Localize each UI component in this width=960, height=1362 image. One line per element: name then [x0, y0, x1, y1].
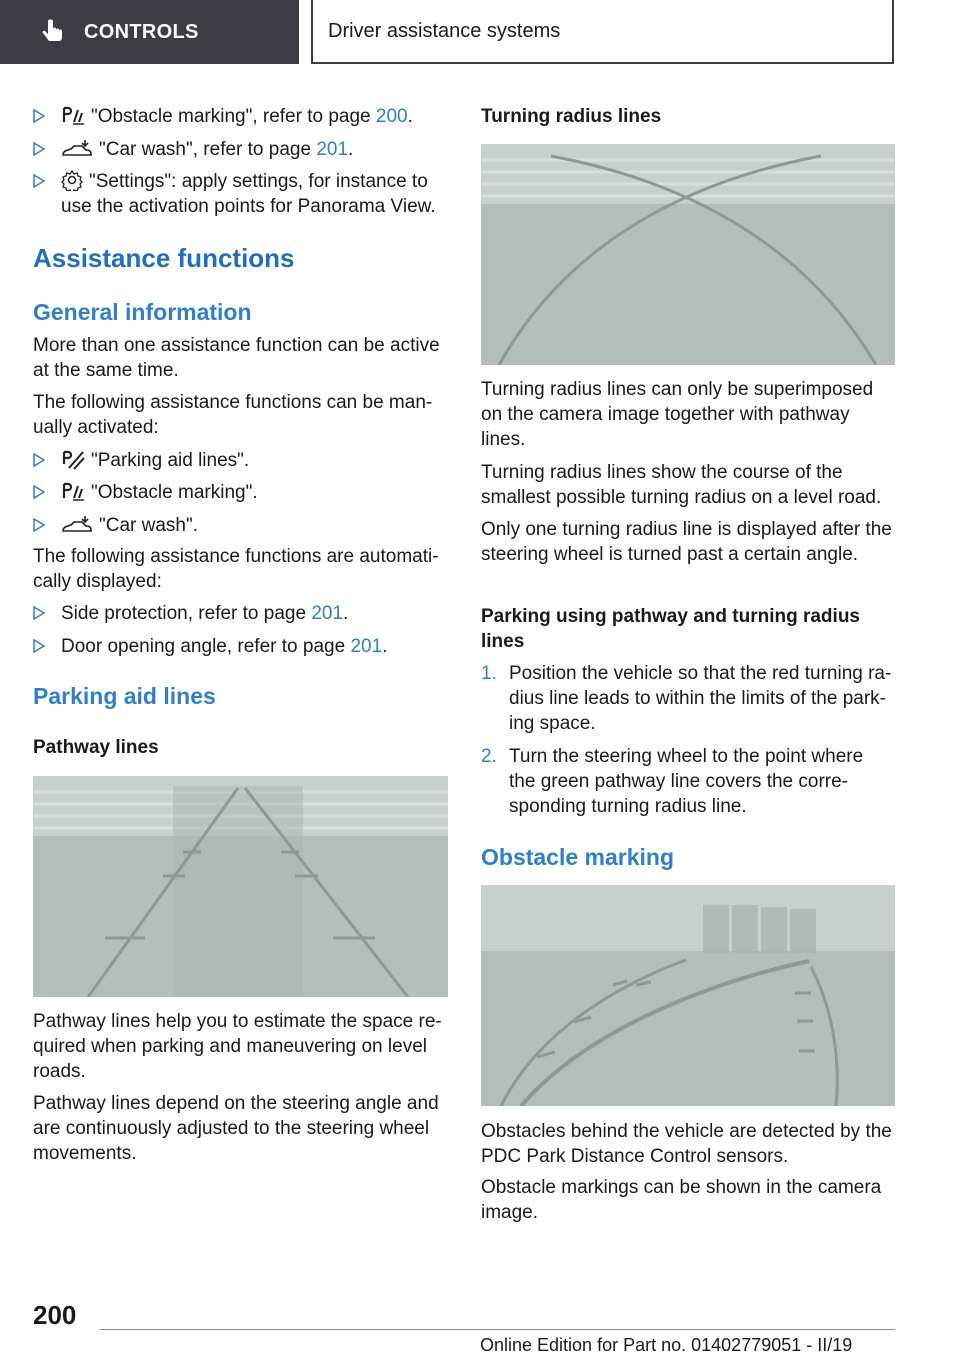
bullet-triangle-icon: [33, 174, 45, 188]
text-line: Turning radius lines can only be superimposed: [481, 379, 874, 400]
paragraph: [33, 390, 432, 440]
text-line: quired when parking and maneuvering on level: [33, 1036, 427, 1057]
bullet-triangle-icon: [33, 518, 45, 532]
bullet-triangle-icon: [33, 485, 45, 499]
text-line: The following assistance functions are automati‐: [33, 546, 439, 567]
text-line: Only one turning radius line is displayed after the: [481, 519, 892, 540]
settings-icon: [61, 169, 83, 191]
item-text: "Obstacle marking", refer to page: [91, 106, 376, 127]
item-text: "Settings": apply settings, for instance to: [89, 171, 428, 192]
obstacle-marking-icon: [61, 104, 85, 126]
paragraph: [481, 1175, 881, 1225]
paragraph: [33, 544, 439, 594]
list-item: [33, 601, 453, 626]
heading-general-information: General information: [33, 299, 252, 325]
list-item: [33, 634, 453, 659]
text-line: lines.: [481, 429, 526, 450]
page-link[interactable]: 200: [375, 106, 408, 127]
item-text: "Parking aid lines".: [91, 450, 250, 471]
bullet-triangle-icon: [33, 639, 45, 653]
item-text: Door opening angle, refer to page: [61, 636, 351, 657]
obstacle-marking-image: [481, 885, 895, 1106]
text-line: at the same time.: [33, 360, 179, 381]
obstacle-marking-icon: [61, 480, 85, 502]
paragraph: [481, 377, 873, 452]
text-line: sponding turning radius line.: [509, 796, 747, 817]
list-item: [33, 480, 453, 505]
bullet-triangle-icon: [33, 142, 45, 156]
list-item: [33, 137, 453, 162]
paragraph: [33, 1009, 442, 1084]
punct: .: [382, 636, 388, 657]
text-line: PDC Park Distance Control sensors.: [481, 1146, 789, 1167]
text-line: Turning radius lines show the course of the: [481, 462, 843, 483]
page-link[interactable]: 201: [350, 636, 383, 657]
car-wash-icon: [61, 515, 93, 535]
list-item: [33, 169, 453, 219]
section-label: CONTROLS: [84, 20, 199, 43]
paragraph: [33, 1091, 439, 1166]
heading-assistance-functions: Assistance functions: [33, 243, 295, 273]
punct: .: [407, 106, 413, 127]
hand-pointer-icon: [42, 19, 64, 45]
text-line: are continuously adjusted to the steering wheel: [33, 1118, 430, 1139]
chapter-title: Driver assistance systems: [328, 19, 561, 42]
car-wash-icon: [61, 139, 93, 159]
list-item: [33, 513, 453, 538]
item-text: "Obstacle marking".: [91, 482, 258, 503]
text-line: Turn the steering wheel to the point where: [509, 746, 864, 767]
text-line: smallest possible turning radius on a level road.: [481, 487, 882, 508]
item-text: "Car wash", refer to page: [99, 139, 317, 160]
page-number: 200: [33, 1300, 77, 1330]
paragraph: [481, 1119, 892, 1169]
text-line: movements.: [33, 1143, 137, 1164]
step-number: 1.: [481, 663, 497, 684]
heading-line: lines: [481, 631, 525, 652]
item-text: Side protection, refer to page: [61, 603, 312, 624]
turning-radius-lines-image: [481, 144, 895, 365]
step-item: [481, 661, 895, 736]
paragraph: [481, 517, 892, 567]
text-line: Pathway lines help you to estimate the space re‐: [33, 1011, 442, 1032]
heading-turning-radius-lines: Turning radius lines: [481, 106, 662, 127]
list-item: [33, 104, 453, 129]
chapter-header: [311, 0, 894, 64]
text-line: More than one assistance function can be active: [33, 335, 440, 356]
paragraph: [481, 460, 881, 510]
page-link[interactable]: 201: [316, 139, 349, 160]
footer-divider: [100, 1329, 895, 1330]
parking-aid-lines-icon: [61, 448, 85, 470]
edition-note: Online Edition for Part no. 01402779051 - II/19: [480, 1335, 853, 1355]
bullet-triangle-icon: [33, 606, 45, 620]
text-line: the green pathway line covers the corre‐: [509, 771, 849, 792]
text-line: dius line leads to within the limits of the park‐: [509, 688, 887, 709]
step-item: [481, 744, 895, 819]
text-line: ing space.: [509, 713, 596, 734]
bullet-triangle-icon: [33, 453, 45, 467]
page-link[interactable]: 201: [311, 603, 344, 624]
text-line: The following assistance functions can be man‐: [33, 392, 433, 413]
pathway-lines-image: [33, 776, 448, 997]
paragraph: [33, 333, 440, 383]
section-tab[interactable]: [0, 0, 299, 64]
heading-obstacle-marking: Obstacle marking: [481, 844, 675, 870]
punct: .: [343, 603, 349, 624]
text-line: image.: [481, 1202, 539, 1223]
text-line: Obstacles behind the vehicle are detected by the: [481, 1121, 892, 1142]
heading-parking-using-lines: [481, 604, 860, 654]
heading-parking-aid-lines: Parking aid lines: [33, 683, 216, 709]
punct: .: [348, 139, 354, 160]
item-text: "Car wash".: [99, 515, 199, 536]
heading-pathway-lines: Pathway lines: [33, 737, 159, 758]
text-line: Position the vehicle so that the red turning ra‐: [509, 663, 892, 684]
heading-line: Parking using pathway and turning radius: [481, 606, 860, 627]
text-line: on the camera image together with pathway: [481, 404, 850, 425]
text-line: steering wheel is turned past a certain angle.: [481, 544, 859, 565]
bullet-triangle-icon: [33, 109, 45, 123]
text-line: Obstacle markings can be shown in the camera: [481, 1177, 882, 1198]
list-item: [33, 448, 453, 473]
item-text-cont: use the activation points for Panorama View.: [61, 196, 436, 217]
text-line: roads.: [33, 1061, 86, 1082]
text-line: Pathway lines depend on the steering angle and: [33, 1093, 439, 1114]
step-number: 2.: [481, 746, 497, 767]
text-line: cally displayed:: [33, 571, 162, 592]
text-line: ually activated:: [33, 417, 159, 438]
